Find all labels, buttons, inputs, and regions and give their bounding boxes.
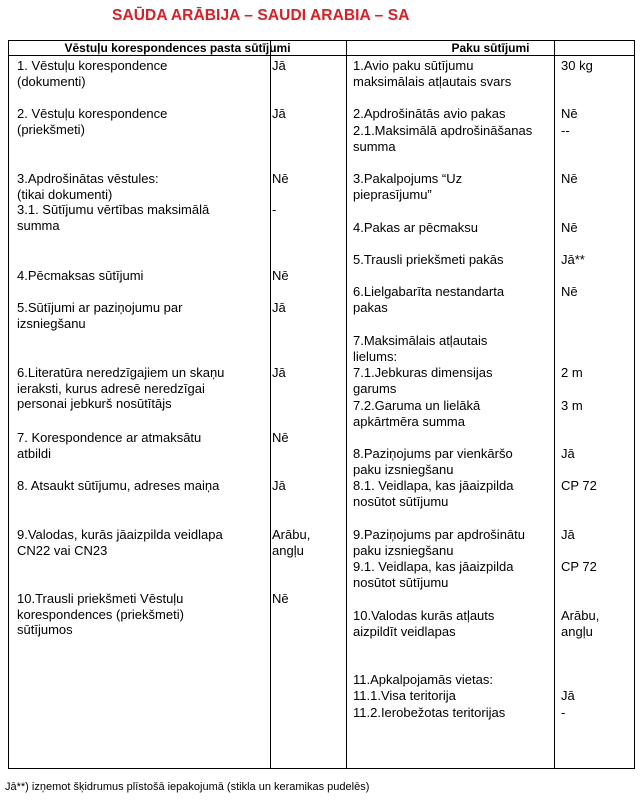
letter-item-label: 2. Vēstuļu korespondence (priekšmeti) [17, 106, 168, 137]
letter-item-label: 5.Sūtījumi ar paziņojumu par izsniegšanu [17, 300, 183, 331]
letter-item-label: 10.Trausli priekšmeti Vēstuļu korespondences (priekšmeti) sūtījumos [17, 591, 184, 637]
letter-item-label: 7. Korespondence ar atmaksātu atbildi [17, 430, 202, 461]
parcel-item-label: 9.1. Veidlapa, kas jāaizpilda nosūtot sūtījumu [353, 559, 514, 590]
header-divider [9, 55, 634, 56]
letter-item-value: Jā [272, 300, 286, 315]
header-letter-mail: Vēstuļu korespondences pasta sūtījumi [64, 41, 291, 55]
parcel-item-label: 2.1.Maksimālā apdrošināšanas summa [353, 123, 533, 154]
letter-item-value: Nē [272, 591, 289, 606]
parcel-item-value: Jā [561, 446, 575, 461]
parcel-item-label: 5.Trausli priekšmeti pakās [353, 252, 504, 267]
letter-item-value: Nē [272, 268, 289, 283]
column-divider [554, 41, 555, 768]
column-divider [346, 41, 347, 768]
parcel-item-label: 9.Paziņojums par apdrošinātu paku izsniegšanu [353, 527, 525, 558]
parcel-item-label: 10.Valodas kurās atļauts aizpildīt veidlapas [353, 608, 495, 639]
letter-item-label: 8. Atsaukt sūtījumu, adreses maiņa [17, 478, 220, 493]
parcel-item-value: Arābu, angļu [561, 608, 600, 639]
parcel-item-label: 7.Maksimālais atļautais lielums: [353, 333, 488, 364]
parcel-item-label: 6.Lielgabarīta nestandarta pakas [353, 284, 505, 315]
parcel-item-label: 7.2.Garuma un lielākā apkārtmēra summa [353, 398, 481, 429]
services-table [8, 40, 635, 769]
footnote: Jā**) izņemot šķidrumus plīstošā iepakojumā (stikla un keramikas pudelēs) [5, 781, 370, 793]
letter-item-label: 6.Literatūra neredzīgajiem un skaņu ieraksti, kurus adresē neredzīgai personai jebkurš nosūtītājs [17, 365, 225, 411]
column-divider [270, 41, 271, 768]
letter-item-label: 3.Apdrošinātas vēstules: (tikai dokumenti) [17, 171, 159, 202]
letter-item-label: 1. Vēstuļu korespondence (dokumenti) [17, 58, 168, 89]
letter-item-value: Arābu, angļu [272, 527, 311, 558]
letter-item-label: 3.1. Sūtījumu vērtības maksimālā summa [17, 202, 210, 233]
letter-item-label: 4.Pēcmaksas sūtījumi [17, 268, 144, 283]
parcel-item-label: 11.1.Visa teritorija [353, 688, 456, 703]
parcel-item-value: Nē [561, 220, 578, 235]
parcel-item-label: 1.Avio paku sūtījumu maksimālais atļautais svars [353, 58, 512, 89]
parcel-item-value: Nē [561, 106, 578, 121]
parcel-item-value: 3 m [561, 398, 583, 413]
letter-item-value: Nē [272, 171, 289, 186]
parcel-item-value: Nē [561, 284, 578, 299]
parcel-item-value: Jā [561, 688, 575, 703]
parcel-item-label: 11.Apkalpojamās vietas: [353, 672, 493, 687]
parcel-item-value: -- [561, 123, 570, 138]
parcel-item-value: Jā** [561, 252, 585, 267]
letter-item-value: Jā [272, 58, 286, 73]
parcel-item-value: 2 m [561, 365, 583, 380]
parcel-item-value: 30 kg [561, 58, 593, 73]
parcel-item-value: Jā [561, 527, 575, 542]
parcel-item-label: 11.2.Ierobežotas teritorijas [353, 705, 506, 720]
parcel-item-value: Nē [561, 171, 578, 186]
letter-item-value: Nē [272, 430, 289, 445]
letter-item-value: Jā [272, 365, 286, 380]
parcel-item-label: 8.1. Veidlapa, kas jāaizpilda nosūtot sūtījumu [353, 478, 514, 509]
header-parcels: Paku sūtījumi [451, 41, 530, 55]
letter-item-value: - [272, 202, 277, 217]
parcel-item-label: 3.Pakalpojums “Uz pieprasījumu” [353, 171, 463, 202]
page-title: SAŪDA ARĀBIJA – SAUDI ARABIA – SA [112, 7, 410, 24]
parcel-item-value: - [561, 705, 566, 720]
letter-item-label: 9.Valodas, kurās jāaizpilda veidlapa CN22 vai CN23 [17, 527, 223, 558]
letter-item-value: Jā [272, 106, 286, 121]
parcel-item-label: 2.Apdrošinātās avio pakas [353, 106, 506, 121]
parcel-item-label: 8.Paziņojums par vienkāršo paku izsniegšanu [353, 446, 513, 477]
parcel-item-value: CP 72 [561, 478, 597, 493]
parcel-item-value: CP 72 [561, 559, 597, 574]
letter-item-value: Jā [272, 478, 286, 493]
parcel-item-label: 7.1.Jebkuras dimensijas garums [353, 365, 493, 396]
parcel-item-label: 4.Pakas ar pēcmaksu [353, 220, 479, 235]
